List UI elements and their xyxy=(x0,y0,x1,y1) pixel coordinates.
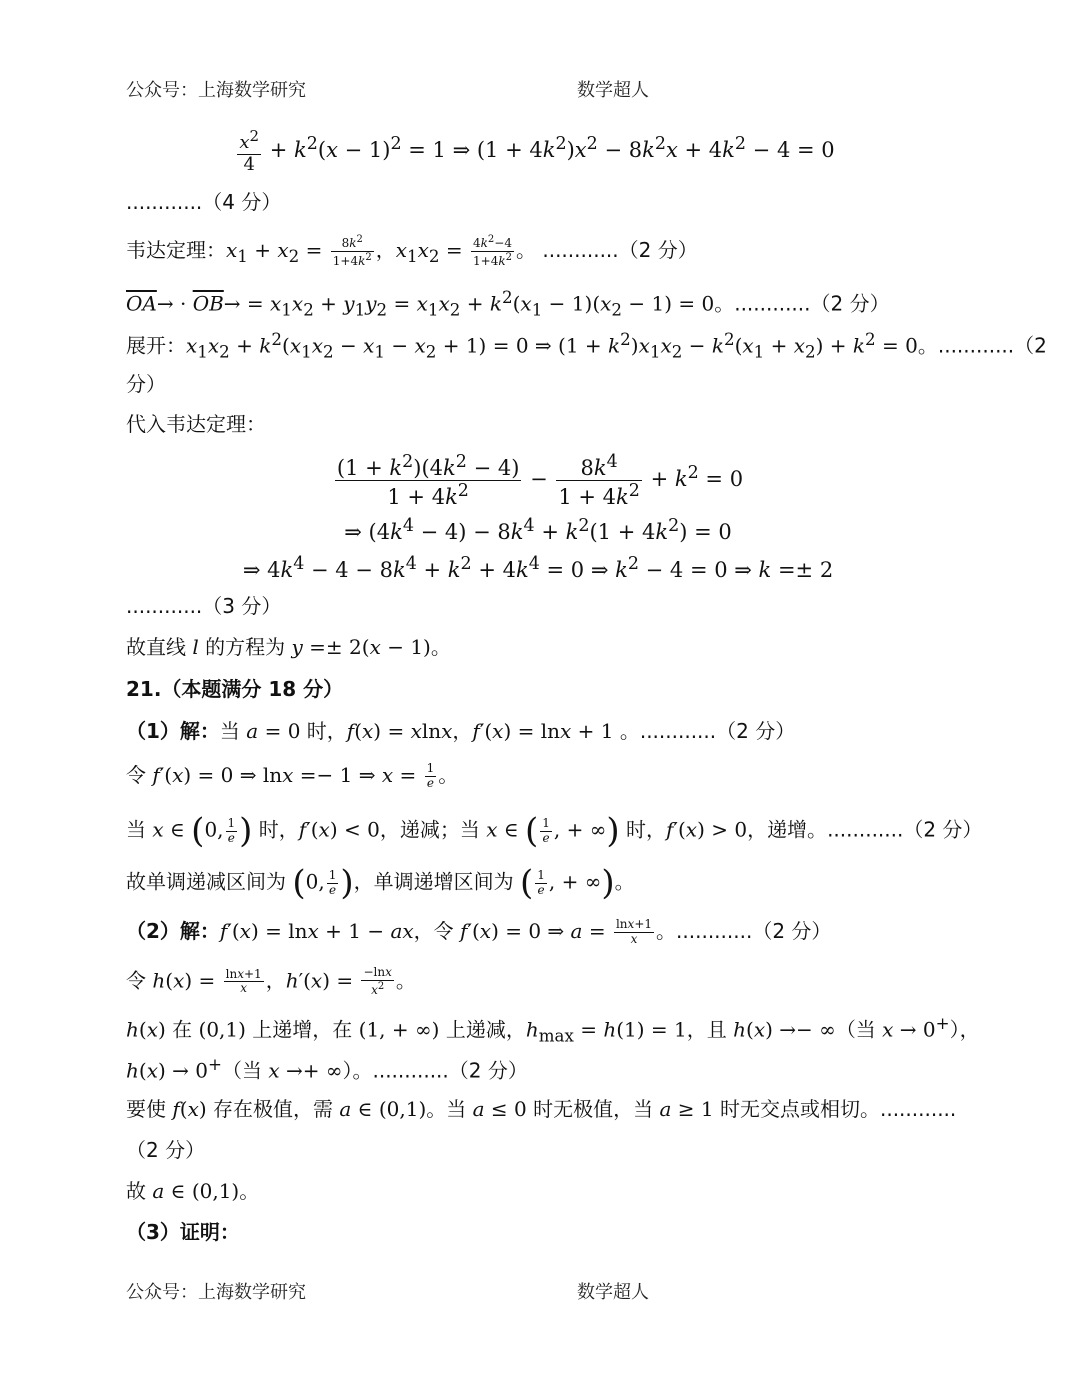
increasing-text: 递增。 xyxy=(767,817,828,842)
equation-step-2: ⇒ $(4k^4 - 4) - 8k^4 + k^2(1 + 4k^2) = 0$ xyxy=(344,516,732,544)
need-prefix: 要使 xyxy=(126,1097,166,1121)
vieta-label: 韦达定理： xyxy=(126,237,226,262)
ling-comma: ，令 xyxy=(413,918,454,943)
score-mark: ............（2 分） xyxy=(734,291,890,316)
score-mark: （2 分） xyxy=(126,1138,206,1162)
shi-text: 时， xyxy=(306,719,347,743)
score-mark: ............（2 分） xyxy=(372,1058,528,1083)
score-mark: ............（2 分） xyxy=(676,918,832,943)
decreasing-text: 递减； xyxy=(399,817,460,842)
when-text: （当 xyxy=(835,1017,876,1042)
monotonic-line: 当 x ∈ (0, $\frac{1}{e}$ ) 时，f′(x) < 0，递减；当 x ∈ ( $\frac{1}{e}$ , + ∞) 时，f′(x) > 0，递增。............（2 分） xyxy=(126,811,983,851)
when-text: 当 xyxy=(219,719,240,743)
dot-product-line: $\overline{OA}\to \cdot \overline{OB}\to = x_1x_2 + y_1y_2 = x_1x_2 + k^2(x_1 - 1)(x_2 - 1) = 0$。............（2 分） xyxy=(126,288,890,320)
when-text: （当 xyxy=(221,1058,262,1083)
close-text: ）， xyxy=(949,1017,980,1042)
equation-ellipse-substitution: $\frac{x^2}{4}$ + $k^2(x - 1)^2 = 1$ ⇒ $(1 + 4k^2)x^2 - 8k^2x + 4k^2 - 4 = 0$ xyxy=(239,127,835,175)
down-text: 上递减， xyxy=(445,1017,526,1042)
interval-line: 故单调递减区间为 (0, $\frac{1}{e}$ )，单调递增区间为 ( $\frac{1}{e}$ , + ∞)。 xyxy=(126,863,635,903)
shi-text: 时， xyxy=(626,817,667,842)
conclusion-prefix: 故直线 xyxy=(126,635,186,659)
vieta-line: 韦达定理：$x_1 + x_2$ = $\frac{8k^2}{1+4k^2}$ ，$x_1x_2$ = $\frac{4k^2-4}{1+4k^2}$ 。 ............（2 分） xyxy=(126,234,698,268)
close-text: ）。 xyxy=(342,1058,373,1083)
up-text: 上递增，在 xyxy=(252,1017,353,1042)
question-21-title: 21.（本题满分 18 分） xyxy=(126,677,344,701)
expand-label: 展开： xyxy=(126,333,186,358)
critical-point-line: 令 f′(x) = 0 ⇒ lnx =− 1 ⇒ x = $\frac{1}{e}$ 。 xyxy=(126,761,459,790)
score-mark: ............（2 xyxy=(937,333,1047,358)
need-mid: 存在极值，需 xyxy=(213,1097,334,1121)
dang-text: 当 xyxy=(126,817,146,842)
score-mark: ............（4 分） xyxy=(126,190,282,214)
score-mark-continued: 分） xyxy=(126,372,166,396)
and-text: ，且 xyxy=(686,1017,727,1042)
extremum-condition-line: 要使 f(x) 存在极值，需 a ∈ (0,1)。当 a ≤ 0 时无极值，当 a ≥ 1 时无交点或相切。............ xyxy=(126,1097,957,1121)
header-left: 公众号：上海数学研究 xyxy=(126,80,306,101)
part-1-line: （1）解：当 a = 0 时，f(x) = xlnx，f′(x) = lnx + 1 。............（2 分） xyxy=(126,719,796,743)
h-definition-line: 令 h(x) = $\frac{\ln x+1}{x}$ ，h′(x) = $\frac{-\ln x}{x^2}$ 。 xyxy=(126,965,416,997)
footer-left: 公众号：上海数学研究 xyxy=(126,1282,306,1303)
zai-text: 在 xyxy=(172,1017,193,1042)
score-mark: ............（2 分） xyxy=(827,817,983,842)
score-mark: ............（2 分） xyxy=(639,719,796,743)
h-behavior-line: h(x) 在 (0,1) 上递增，在 (1, + ∞) 上递减，$h_{max} = h(1) = 1$，且 h(x) →− ∞（当 x → 0+）， xyxy=(126,1014,980,1046)
conclusion-mid: 的方程为 xyxy=(205,635,286,659)
need-none: 时无极值，当 xyxy=(533,1097,654,1121)
shi-text: 时， xyxy=(258,817,299,842)
footer-right: 数学超人 xyxy=(577,1282,649,1303)
gu-text: 故 xyxy=(126,1179,146,1203)
equation-substitution: $\frac{(1 + k^2)(4k^2 - 4)}{1 + 4k^2}$ − $\frac{8k^4}{1 + 4k^2}$ + $k^2 = 0$ xyxy=(336,452,744,510)
need-tangent: 时无交点或相切。............ xyxy=(719,1097,957,1121)
header-right: 数学超人 xyxy=(577,80,649,101)
expand-line: 展开：$x_1x_2 + k^2(x_1x_2 - x_1 - x_2 + 1) = 0$ ⇒ $(1 + k^2)x_1x_2 - k^2(x_1 + x_2) + k^2 = 0$。............（2 xyxy=(126,330,1047,362)
score-mark: ............（3 分） xyxy=(126,594,282,618)
ling-text: 令 xyxy=(126,968,146,993)
mono-mid: ，单调递增区间为 xyxy=(353,869,514,894)
dang-text: 当 xyxy=(459,817,480,842)
part-3-label: （3）证明： xyxy=(126,1220,240,1244)
score-mark: ............（2 分） xyxy=(542,237,698,262)
mono-prefix: 故单调递减区间为 xyxy=(126,869,286,894)
ling-text: 令 xyxy=(126,762,146,787)
equation-step-3: ⇒ $4k^4 - 4 - 8k^4 + k^2 + 4k^4 = 0$ ⇒ $k^2 - 4 = 0$ ⇒ k =± 2 xyxy=(242,554,834,582)
conclusion-line: 故直线 l 的方程为 y =± 2(x − 1)。 xyxy=(126,635,451,659)
part-1-label: （1）解： xyxy=(126,719,220,743)
result-line: 故 a ∈ (0,1)。 xyxy=(126,1179,260,1203)
part-2-line: （2）解：f′(x) = lnx + 1 − ax，令 f′(x) = 0 ⇒ a = $\frac{\ln x+1}{x}$ 。............（2 分） xyxy=(126,917,832,946)
part-2-label: （2）解： xyxy=(126,918,220,943)
substitute-label: 代入韦达定理： xyxy=(126,412,266,436)
h-limit-line: h(x) → 0+（当 x →+ ∞）。............（2 分） xyxy=(126,1055,528,1083)
need-when: 。当 xyxy=(426,1097,467,1121)
